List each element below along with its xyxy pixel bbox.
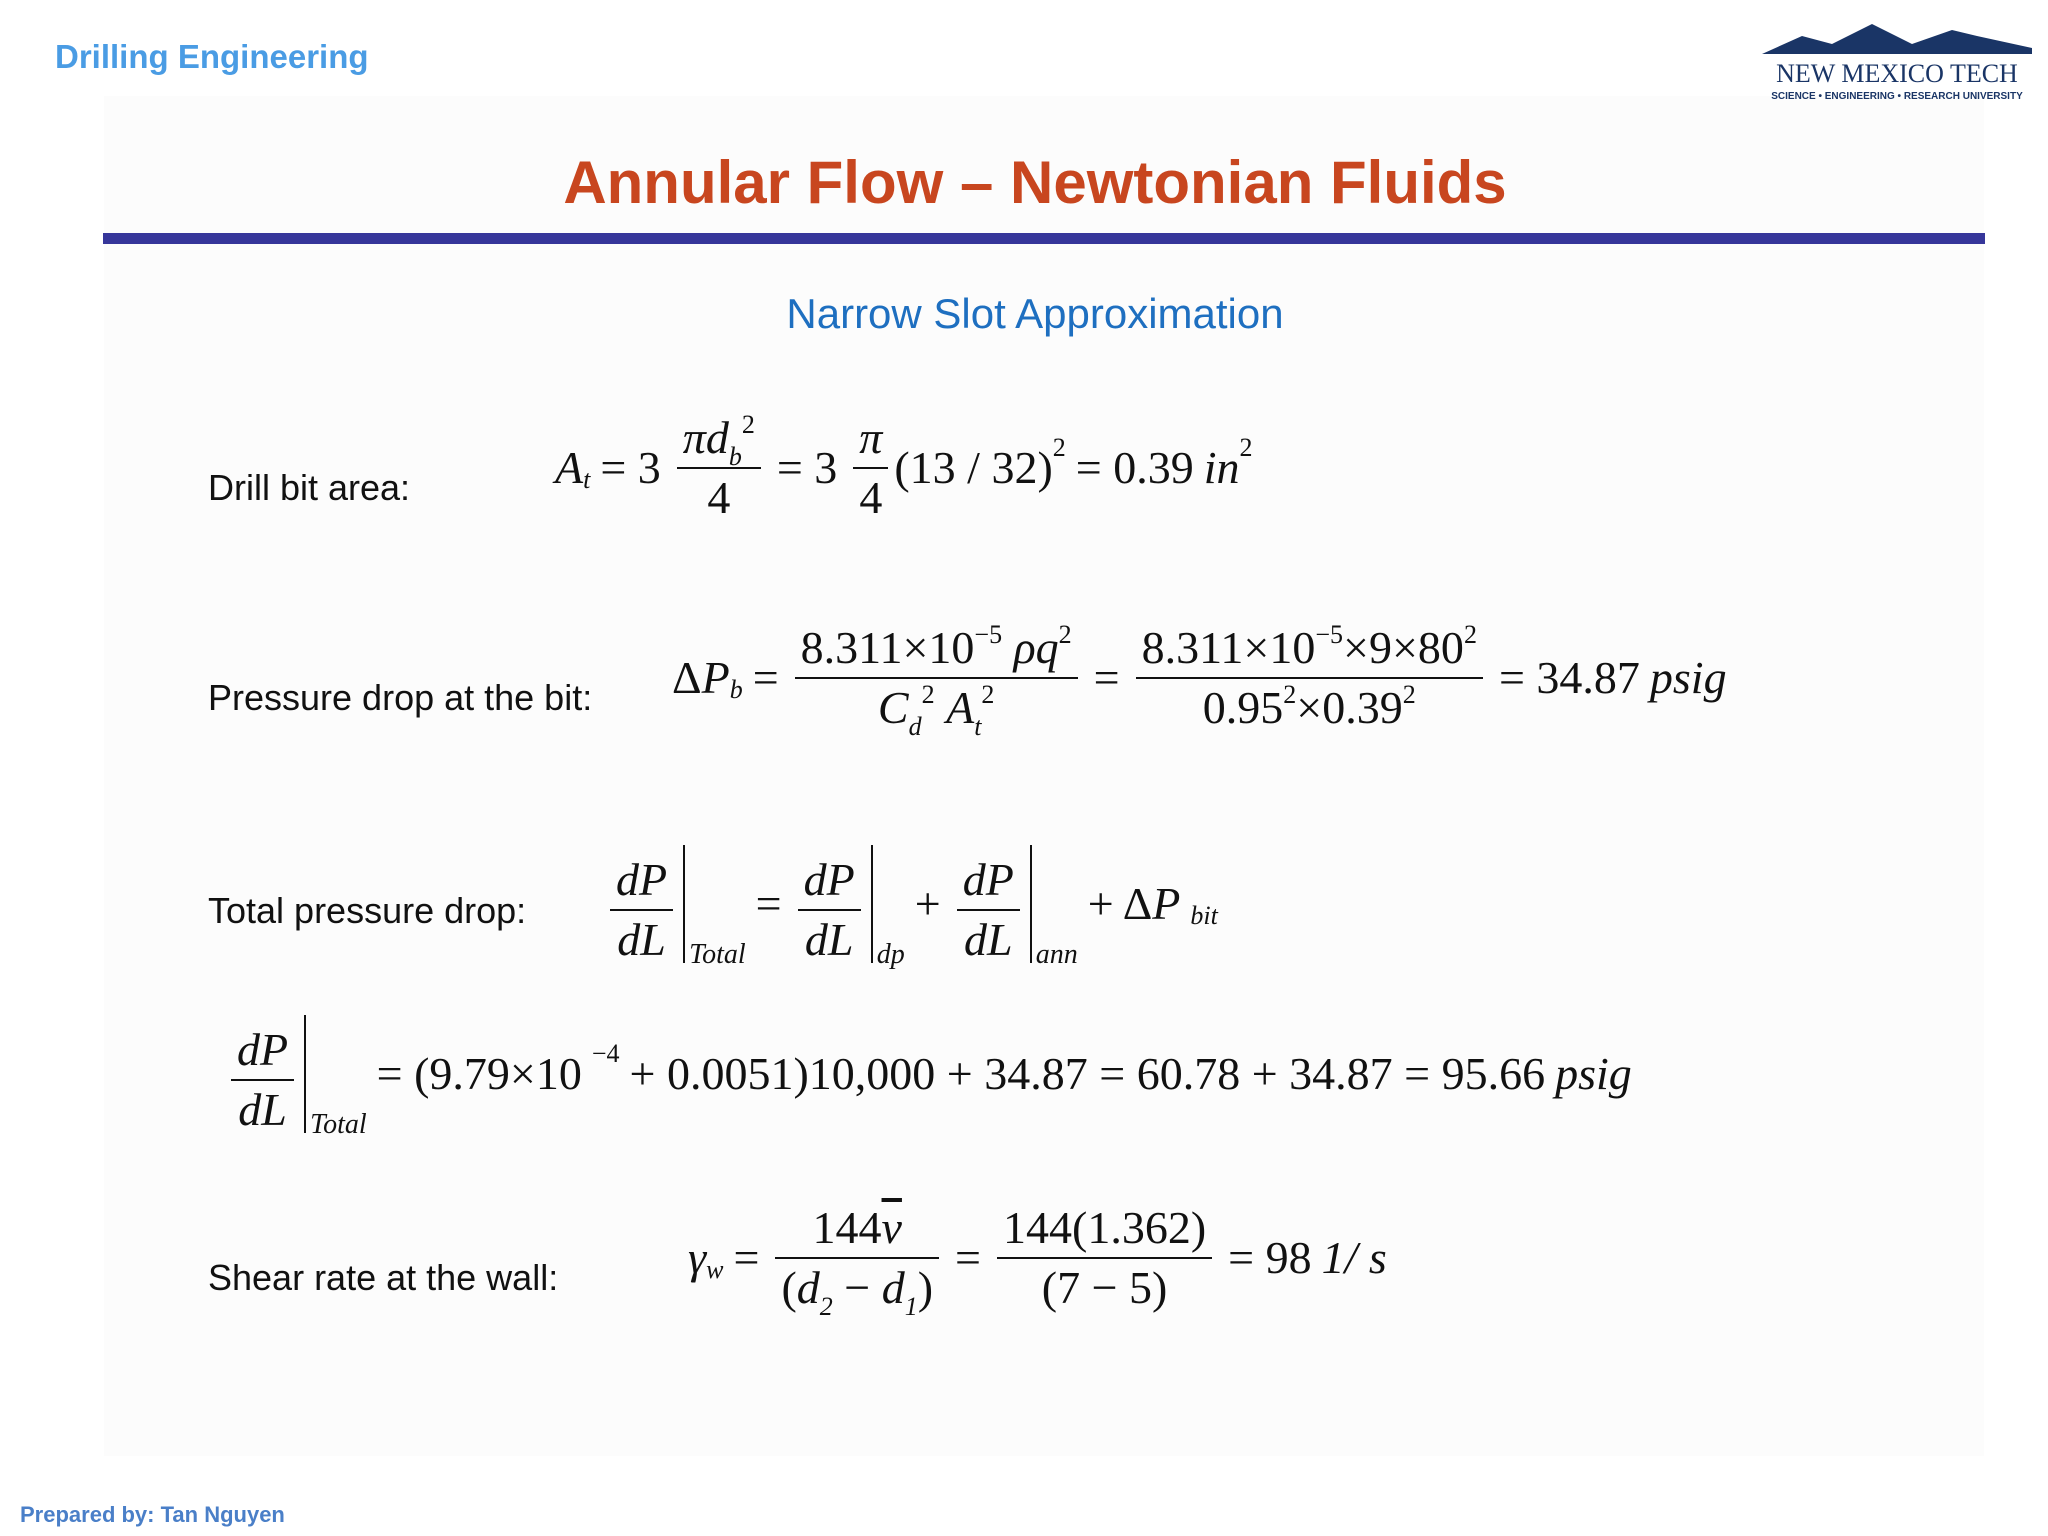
equation-total-sum: $\frac{dP}{dL}$ Total = (9.79×10 −4 + 0.0051)10,000 + 34.87 = 60.78 + 34.87 = 95.66 psig xyxy=(225,1015,1632,1133)
total-sum-expression: = (9.79×10 xyxy=(376,1048,582,1099)
label-total-pressure-drop: Total pressure drop: xyxy=(208,890,527,931)
equation-bit-area: A t = 3 $\frac{\pi d_b^2}{4}$ = 3 $\frac{\pi}{4}$ (13 / 32) 2 = 0.39 in 2 xyxy=(555,410,1253,523)
bit-pressure-result: = 34.87 xyxy=(1498,652,1640,703)
mountain-icon xyxy=(1762,24,2032,54)
prepared-by-footer: Prepared by: Tan Nguyen xyxy=(20,1502,285,1527)
total-sum-exponent: −4 xyxy=(591,1039,620,1068)
course-title: Drilling Engineering xyxy=(55,38,369,75)
slide-title: Annular Flow – Newtonian Fluids xyxy=(563,149,1507,216)
shear-den-2: (7 − 5) xyxy=(1041,1262,1168,1313)
shear-num-1: 144 xyxy=(812,1202,882,1253)
shear-result: = 98 xyxy=(1228,1232,1312,1283)
bit-area-unit: in xyxy=(1203,442,1240,493)
equation-total-pressure: $\frac{dP}{dL}$ Total = $\frac{dP}{dL}$ dp + $\frac{dP}{dL}$ ann + ΔP bit xyxy=(604,845,1218,963)
logo-name-text: NEW MEXICO TECH xyxy=(1776,59,2018,88)
bit-pressure-num-2: 8.311×10 xyxy=(1141,622,1316,673)
label-drill-bit-area: Drill bit area: xyxy=(208,467,411,508)
equation-shear-rate: γ w = $\frac{144\overline{v}}{(d_2 - d_1)}$ = $\frac{144(1.362)}{(7 - 5)}$ = 98 1/ s xyxy=(688,1202,1387,1321)
bit-pressure-den-times: ×0.39 xyxy=(1296,682,1403,733)
logo-tagline-text: SCIENCE • ENGINEERING • RESEARCH UNIVERSITY xyxy=(1771,91,2023,102)
label-shear-rate: Shear rate at the wall: xyxy=(208,1257,559,1298)
total-sum-rest: + 0.0051)10,000 + 34.87 = 60.78 + 34.87 = 95.66 xyxy=(629,1048,1546,1099)
bit-pressure-den: 0.95 xyxy=(1202,682,1284,733)
label-pressure-drop-bit: Pressure drop at the bit: xyxy=(208,677,593,718)
bit-pressure-unit: psig xyxy=(1649,652,1727,703)
shear-unit: 1/ s xyxy=(1321,1232,1387,1283)
shear-num-2: 144(1.362) xyxy=(1003,1202,1207,1253)
new-mexico-tech-logo xyxy=(1762,18,2032,104)
bit-pressure-times: ×9×80 xyxy=(1343,622,1464,673)
title-divider xyxy=(103,233,1985,244)
slide-subtitle: Narrow Slot Approximation xyxy=(786,290,1284,337)
bit-pressure-num-1: 8.311×10 xyxy=(800,622,975,673)
total-sum-unit: psig xyxy=(1555,1048,1632,1099)
bit-area-result: = 0.39 xyxy=(1075,442,1194,493)
equation-bit-pressure: Δ P b = $\frac{8.311\times 10^{-5} \rho q^2}{C_d^2 A_t^2}$ = $\frac{8.311\times 10^{-5}\times 9\times 80^2}{0.95^2\times 0.39^2}$ = 34.87 psig xyxy=(672,620,1727,741)
